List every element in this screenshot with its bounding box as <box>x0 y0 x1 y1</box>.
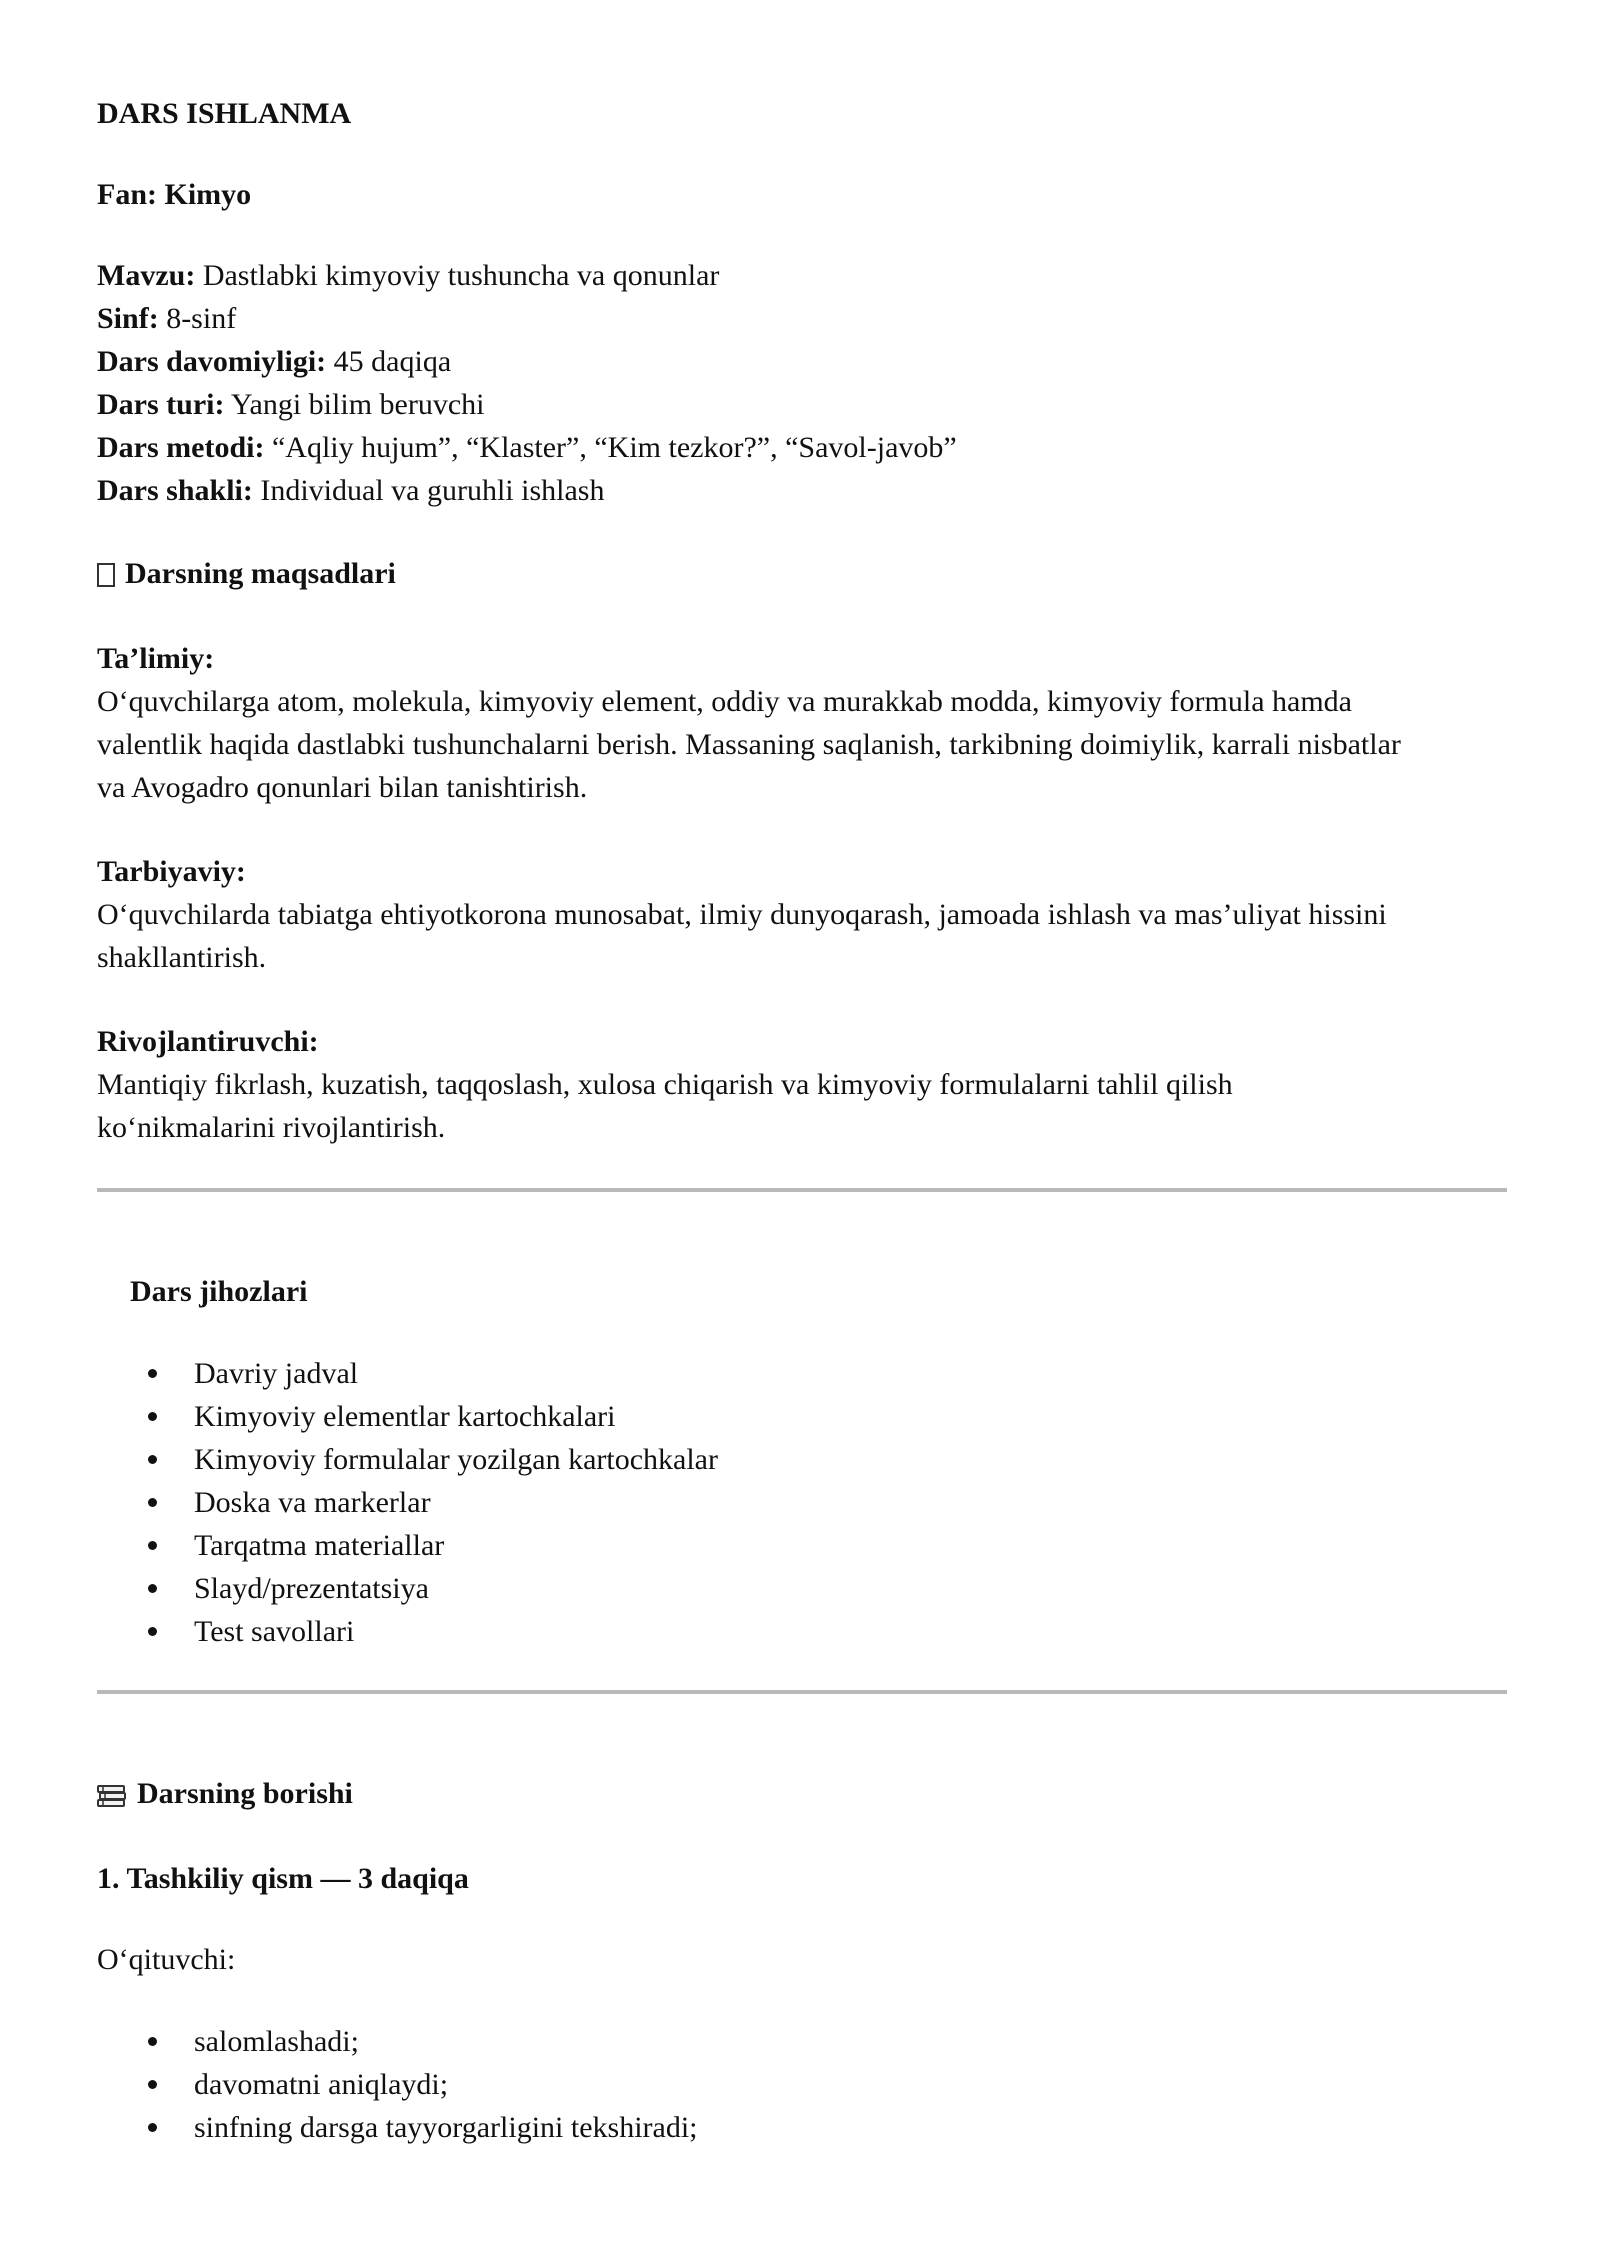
meta-value: “Aqliy hujum”, “Klaster”, “Kim tezkor?”, “Savol-javob” <box>264 431 957 464</box>
list-item-text: salomlashadi; <box>194 2025 359 2058</box>
meta-label: Dars metodi: <box>97 431 265 464</box>
bullet-icon <box>148 1369 157 1378</box>
tarbiyaviy-line: shakllantirish. <box>97 941 267 974</box>
equipment-heading: Dars jihozlari <box>130 1275 308 1308</box>
meta-value: Dastlabki kimyoviy tushuncha va qonunlar <box>195 259 720 292</box>
meta-label: Dars davomiyligi: <box>97 345 327 378</box>
talimiy-line: valentlik haqida dastlabki tushunchalarni berish. Massaning saqlanish, tarkibning doimiylik, karrali nisbatlar <box>97 728 1401 761</box>
document-title: DARS ISHLANMA <box>97 97 352 130</box>
list-item-text: Doska va markerlar <box>194 1486 431 1519</box>
meta-type <box>97 383 1507 426</box>
meta-value: 45 daqiqa <box>326 345 452 378</box>
goals-heading-text: Darsning maqsadlari <box>125 557 396 590</box>
meta-grade <box>97 297 1507 340</box>
list-item-text: davomatni aniqlaydi; <box>194 2068 449 2101</box>
books-icon <box>97 1783 127 1809</box>
bullet-icon <box>148 1455 157 1464</box>
list-item <box>97 1481 1507 1524</box>
meta-topic <box>97 254 1507 297</box>
list-item-text: Test savollari <box>194 1615 355 1648</box>
meta-duration <box>97 340 1507 383</box>
list-item <box>97 1395 1507 1438</box>
meta-value: Individual va guruhli ishlash <box>252 474 605 507</box>
list-item-text: sinfning darsga tayyorgarligini tekshiradi; <box>194 2111 698 2144</box>
list-item <box>97 1567 1507 1610</box>
meta-method <box>97 426 1507 469</box>
teacher-actions-list <box>97 2020 1507 2149</box>
meta-value: Yangi bilim beruvchi <box>224 388 485 421</box>
bullet-icon <box>148 1627 157 1636</box>
goals-heading <box>97 552 1507 595</box>
meta-form <box>97 469 1507 512</box>
meta-label: Dars shakli: <box>97 474 253 507</box>
bullet-icon <box>148 1412 157 1421</box>
tarbiyaviy-line: O‘quvchilarda tabiatga ehtiyotkorona munosabat, ilmiy dunyoqarash, jamoada ishlash va mas’uliyat hissini <box>97 898 1387 931</box>
rivojlantiruvchi-line: ko‘nikmalarini rivojlantirish. <box>97 1111 446 1144</box>
bullet-icon <box>148 1584 157 1593</box>
tarbiyaviy-label: Tarbiyaviy: <box>97 855 246 888</box>
process-heading <box>97 1772 1507 1815</box>
lesson-meta <box>97 254 1507 512</box>
meta-label: Dars turi: <box>97 388 225 421</box>
list-item <box>97 2106 1507 2149</box>
bullet-icon <box>148 2123 157 2132</box>
rivojlantiruvchi-line: Mantiqiy fikrlash, kuzatish, taqqoslash, xulosa chiqarish va kimyoviy formulalarni tahlil qilish <box>97 1068 1233 1101</box>
step-title: 1. Tashkiliy qism — 3 daqiqa <box>97 1862 469 1895</box>
list-item-text: Slayd/prezentatsiya <box>194 1572 429 1605</box>
list-item <box>97 1438 1507 1481</box>
meta-label: Mavzu: <box>97 259 196 292</box>
rivojlantiruvchi-label: Rivojlantiruvchi: <box>97 1025 319 1058</box>
document-page <box>97 92 1507 2149</box>
list-item <box>97 1610 1507 1653</box>
process-heading-text: Darsning borishi <box>137 1777 353 1810</box>
bullet-icon <box>148 2037 157 2046</box>
bullet-icon <box>148 1541 157 1550</box>
bullet-icon <box>148 2080 157 2089</box>
talimiy-label: Ta’limiy: <box>97 642 215 675</box>
equipment-list <box>97 1352 1507 1653</box>
talimiy-line: va Avogadro qonunlari bilan tanishtirish. <box>97 771 588 804</box>
subject-line: Fan: Kimyo <box>97 178 252 211</box>
list-item-text: Kimyoviy formulalar yozilgan kartochkalar <box>194 1443 718 1476</box>
missing-glyph-box-icon <box>97 563 115 587</box>
list-item-text: Tarqatma materiallar <box>194 1529 445 1562</box>
list-item-text: Kimyoviy elementlar kartochkalari <box>194 1400 616 1433</box>
list-item <box>97 2020 1507 2063</box>
talimiy-line: O‘quvchilarga atom, molekula, kimyoviy element, oddiy va murakkab modda, kimyoviy formula hamda <box>97 685 1352 718</box>
list-item-text: Davriy jadval <box>194 1357 359 1390</box>
meta-label: Sinf: <box>97 302 159 335</box>
bullet-icon <box>148 1498 157 1507</box>
list-item <box>97 1524 1507 1567</box>
list-item <box>97 2063 1507 2106</box>
teacher-label: O‘qituvchi: <box>97 1943 236 1976</box>
meta-value: 8-sinf <box>158 302 237 335</box>
list-item <box>97 1352 1507 1395</box>
